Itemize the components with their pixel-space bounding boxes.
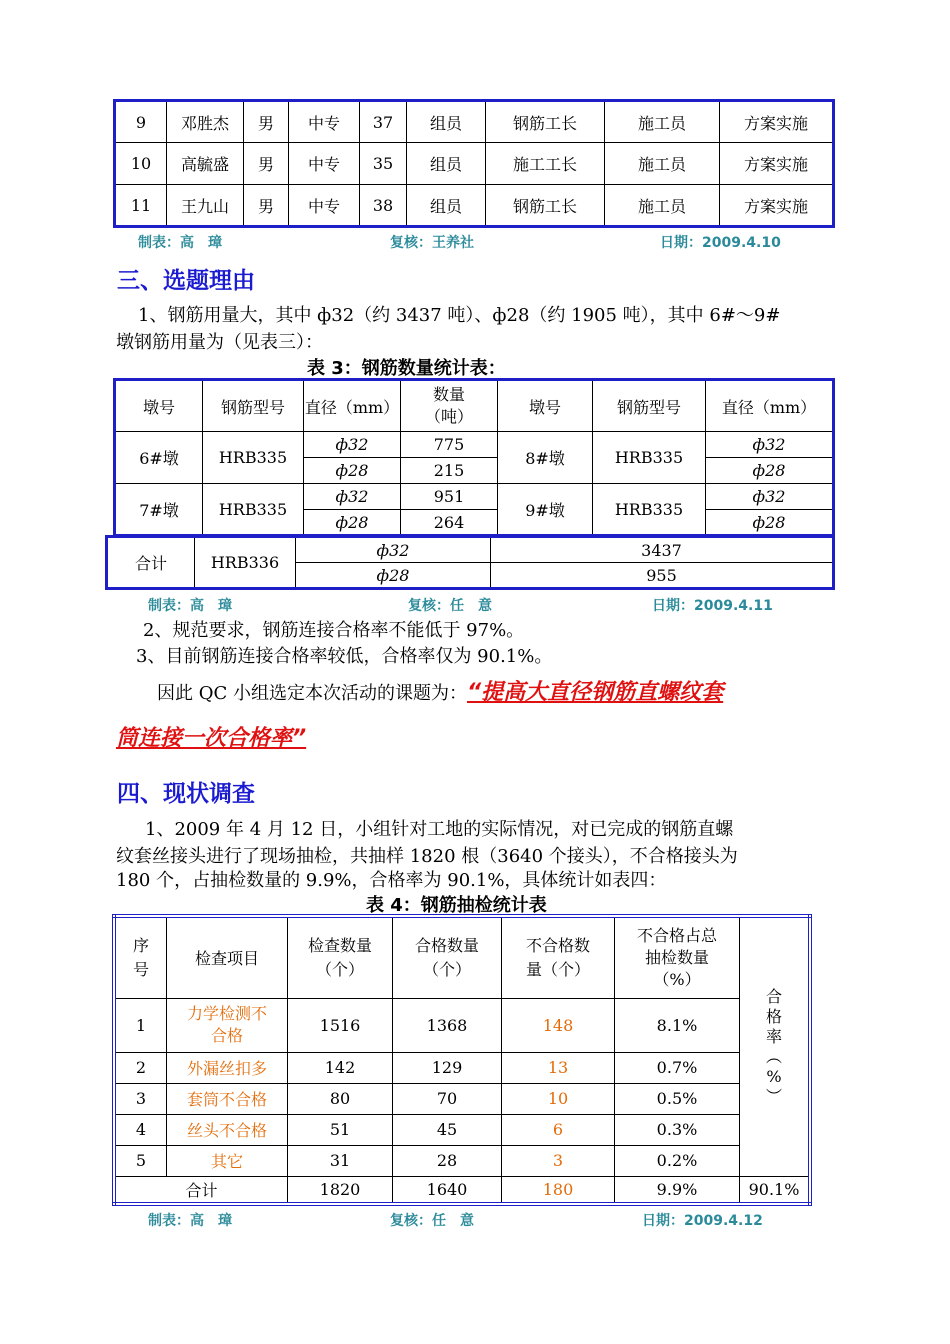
hdr-passed-b: （个） — [422, 959, 471, 979]
sec4-para-1c: 180 个，占抽检数量的 9.9%，合格率为 90.1%，具体统计如表四： — [116, 870, 667, 891]
cell-failed: 3 — [502, 1145, 615, 1176]
table-row — [115, 143, 834, 185]
cell-total-fail-percent: 9.9% — [615, 1176, 740, 1204]
hdr-no — [114, 916, 167, 998]
cell-age: 35 — [360, 143, 407, 185]
cell-total-type: HRB336 — [195, 537, 296, 589]
sec4-para-1a: 1、2009 年 4 月 12 日，小组针对工地的实际情况，对已完成的钢筋直螺 — [145, 819, 734, 840]
cell-name: 高毓盛 — [167, 143, 244, 185]
cell-edu: 中专 — [289, 101, 360, 143]
table-date: 日期：2009.4.11 — [652, 598, 773, 614]
cell-passed: 45 — [393, 1114, 502, 1145]
cell-diameter: ф32 — [304, 484, 401, 510]
topic-title-a: “提高大直径钢筋直螺纹套 — [466, 680, 724, 705]
rebar-quantity-table — [113, 378, 835, 537]
cell-type: HRB335 — [203, 432, 304, 484]
cell-title: 钢筋工长 — [486, 101, 605, 143]
cell-item-b: 合格 — [210, 1026, 243, 1045]
table-row — [114, 1052, 810, 1083]
table-row — [114, 1083, 810, 1114]
cell-failed: 148 — [502, 998, 615, 1052]
cell-diameter: ф28 — [304, 510, 401, 536]
cell-edu: 中专 — [289, 143, 360, 185]
cell-duty: 方案实施 — [720, 185, 834, 227]
hdr-diameter: 直径（mm） — [304, 380, 401, 432]
table-row — [114, 1145, 810, 1176]
cell-duty: 方案实施 — [720, 143, 834, 185]
cell-failed: 10 — [502, 1083, 615, 1114]
table-checker: 复核：王养社 — [390, 235, 474, 251]
cell-total-label: 合计 — [114, 1176, 288, 1204]
cell-edu: 中专 — [289, 185, 360, 227]
cell-no: 4 — [114, 1114, 167, 1145]
cell-no: 1 — [114, 998, 167, 1052]
cell-diameter: ф32 — [304, 432, 401, 458]
table-row — [114, 998, 810, 1052]
cell-post: 施工员 — [605, 101, 720, 143]
cell-role: 组员 — [407, 101, 486, 143]
table-row — [115, 185, 834, 227]
hdr-pass-rate-6: ︶ — [765, 1086, 782, 1106]
cell-item — [167, 998, 288, 1052]
cell-gender: 男 — [244, 143, 289, 185]
cell-diameter: ф28 — [706, 458, 834, 484]
table-maker: 制表：高 璋 — [138, 235, 222, 251]
hdr-fail-percent-c: （%） — [653, 969, 701, 989]
hdr-type-2: 钢筋型号 — [593, 380, 706, 432]
cell-total-checked: 1820 — [288, 1176, 393, 1204]
cell-total-passed: 1640 — [393, 1176, 502, 1204]
table-row — [115, 101, 834, 143]
hdr-quantity — [401, 380, 498, 432]
cell-failed: 6 — [502, 1114, 615, 1145]
cell-fail-percent: 0.3% — [615, 1114, 740, 1145]
hdr-pass-rate-5: % — [766, 1066, 782, 1086]
cell-item: 丝头不合格 — [167, 1114, 288, 1145]
cell-checked: 142 — [288, 1052, 393, 1083]
section-4-title: 四、现状调查 — [117, 781, 255, 807]
hdr-no-b: 号 — [132, 959, 149, 979]
cell-role: 组员 — [407, 143, 486, 185]
cell-fail-percent: 0.5% — [615, 1083, 740, 1114]
cell-checked: 1516 — [288, 998, 393, 1052]
cell-title: 钢筋工长 — [486, 185, 605, 227]
cell-fail-percent: 8.1% — [615, 998, 740, 1052]
cell-quantity: 775 — [401, 432, 498, 458]
cell-total-quantity: 955 — [491, 563, 834, 589]
cell-total-label: 合计 — [107, 537, 195, 589]
hdr-checked — [288, 916, 393, 998]
staff-table — [113, 99, 835, 228]
cell-no: 2 — [114, 1052, 167, 1083]
cell-item-a: 力学检测不 — [186, 1004, 267, 1023]
cell-total-quantity: 3437 — [491, 537, 834, 563]
table-header-row — [114, 916, 810, 998]
cell-no: 9 — [115, 101, 167, 143]
sec3-para-3: 3、目前钢筋连接合格率较低，合格率仅为 90.1%。 — [136, 646, 553, 667]
cell-no: 5 — [114, 1145, 167, 1176]
cell-duty: 方案实施 — [720, 101, 834, 143]
hdr-fail-percent-a: 不合格占总 — [636, 925, 717, 945]
hdr-failed-a: 不合格数 — [525, 935, 590, 955]
sec3-para-4 — [157, 678, 723, 709]
cell-total-pass-rate: 90.1% — [740, 1176, 811, 1204]
cell-diameter: ф32 — [296, 537, 491, 563]
hdr-fail-percent-b: 抽检数量 — [644, 947, 709, 967]
hdr-diameter-2: 直径（mm） — [706, 380, 834, 432]
cell-type: HRB335 — [203, 484, 304, 536]
cell-no: 3 — [114, 1083, 167, 1114]
cell-pier: 7#墩 — [115, 484, 203, 536]
cell-pier: 9#墩 — [498, 484, 593, 536]
table-row — [115, 432, 834, 458]
rebar-total-table — [105, 535, 835, 590]
table-maker: 制表：高 璋 — [148, 598, 232, 614]
section-3-title: 三、选题理由 — [117, 268, 255, 294]
cell-checked: 51 — [288, 1114, 393, 1145]
hdr-type: 钢筋型号 — [203, 380, 304, 432]
hdr-pass-rate-4: ︵ — [765, 1046, 782, 1066]
hdr-failed-b: 量（个） — [525, 959, 590, 979]
hdr-checked-a: 检查数量 — [307, 935, 372, 955]
cell-failed: 13 — [502, 1052, 615, 1083]
cell-gender: 男 — [244, 185, 289, 227]
cell-diameter: ф28 — [706, 510, 834, 536]
table-checker: 复核：任 意 — [390, 1213, 474, 1229]
cell-item: 外漏丝扣多 — [167, 1052, 288, 1083]
cell-title: 施工工长 — [486, 143, 605, 185]
cell-passed: 70 — [393, 1083, 502, 1114]
cell-total-failed: 180 — [502, 1176, 615, 1204]
sec4-para-1b: 纹套丝接头进行了现场抽检，共抽样 1820 根（3640 个接头），不合格接头为 — [116, 846, 738, 867]
cell-quantity: 215 — [401, 458, 498, 484]
sec3-para-4-text: 因此 QC 小组选定本次活动的课题为： — [157, 683, 467, 704]
table-row — [114, 1114, 810, 1145]
cell-pier: 6#墩 — [115, 432, 203, 484]
table-row — [115, 484, 834, 510]
cell-no: 10 — [115, 143, 167, 185]
cell-role: 组员 — [407, 185, 486, 227]
cell-type: HRB335 — [593, 484, 706, 536]
hdr-pass-rate — [740, 916, 811, 1176]
hdr-pass-rate-3: 率 — [765, 1026, 782, 1046]
cell-passed: 1368 — [393, 998, 502, 1052]
cell-fail-percent: 0.2% — [615, 1145, 740, 1176]
table-total-row — [114, 1176, 810, 1204]
cell-diameter: ф32 — [706, 484, 834, 510]
table-date: 日期：2009.4.10 — [660, 235, 781, 251]
cell-checked: 31 — [288, 1145, 393, 1176]
sec3-para-1a: 1、钢筋用量大，其中 ф32（约 3437 吨）、ф28（约 1905 吨），其中 6#～9# — [138, 305, 781, 326]
cell-passed: 129 — [393, 1052, 502, 1083]
table-maker: 制表：高 璋 — [148, 1213, 232, 1229]
cell-quantity: 951 — [401, 484, 498, 510]
sampling-table — [112, 914, 812, 1206]
table-4-caption: 表 4：钢筋抽检统计表 — [366, 895, 547, 916]
hdr-passed — [393, 916, 502, 998]
cell-age: 37 — [360, 101, 407, 143]
cell-fail-percent: 0.7% — [615, 1052, 740, 1083]
hdr-pass-rate-2: 格 — [765, 1006, 782, 1026]
hdr-fail-percent — [615, 916, 740, 998]
sec3-para-2: 2、规范要求，钢筋连接合格率不能低于 97%。 — [143, 620, 525, 641]
cell-diameter: ф32 — [706, 432, 834, 458]
table-row — [107, 537, 834, 563]
cell-type: HRB335 — [593, 432, 706, 484]
cell-quantity: 264 — [401, 510, 498, 536]
hdr-checked-b: （个） — [315, 959, 364, 979]
cell-name: 王九山 — [167, 185, 244, 227]
hdr-failed — [502, 916, 615, 998]
cell-checked: 80 — [288, 1083, 393, 1114]
hdr-passed-a: 合格数量 — [414, 935, 479, 955]
cell-item: 其它 — [167, 1145, 288, 1176]
hdr-item: 检查项目 — [167, 916, 288, 998]
hdr-quantity-unit: （吨） — [424, 407, 473, 426]
cell-pier: 8#墩 — [498, 432, 593, 484]
sec3-para-1b: 墩钢筋用量为（见表三）： — [116, 332, 323, 353]
cell-no: 11 — [115, 185, 167, 227]
cell-post: 施工员 — [605, 143, 720, 185]
table-header-row — [115, 380, 834, 432]
hdr-pass-rate-1: 合 — [765, 986, 782, 1006]
cell-post: 施工员 — [605, 185, 720, 227]
topic-title-b: 筒连接一次合格率” — [116, 726, 307, 751]
cell-diameter: ф28 — [304, 458, 401, 484]
hdr-pier: 墩号 — [115, 380, 203, 432]
table-3-caption: 表 3：钢筋数量统计表： — [307, 358, 506, 379]
hdr-pier-2: 墩号 — [498, 380, 593, 432]
cell-diameter: ф28 — [296, 563, 491, 589]
cell-gender: 男 — [244, 101, 289, 143]
cell-item: 套筒不合格 — [167, 1083, 288, 1114]
table-date: 日期：2009.4.12 — [642, 1213, 763, 1229]
cell-name: 邓胜杰 — [167, 101, 244, 143]
table-checker: 复核：任 意 — [408, 598, 492, 614]
hdr-quantity-label: 数量 — [432, 385, 465, 404]
hdr-no-a: 序 — [132, 935, 149, 955]
cell-passed: 28 — [393, 1145, 502, 1176]
cell-age: 38 — [360, 185, 407, 227]
